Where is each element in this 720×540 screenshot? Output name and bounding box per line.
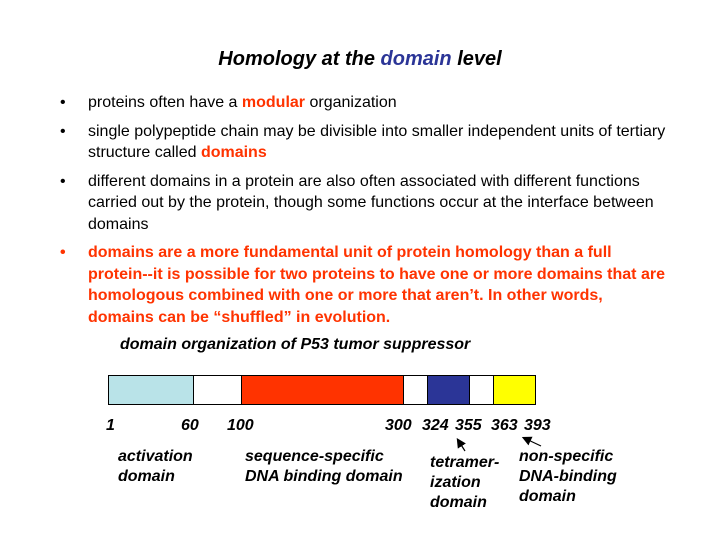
label-line: activation [118,448,193,465]
bullet-highlight: modular [241,94,306,111]
title-highlight: domain [380,48,452,70]
position-label: 363 [491,417,518,434]
bullet-text: single polypeptide chain may be divisible into smaller independent units of tertiary structure called [88,122,666,161]
position-label: 355 [455,417,482,434]
bullet-marker: • [60,244,66,261]
bullet-text: proteins often have a [88,94,242,111]
label-line: sequence-specific [245,448,384,465]
diagram-subtitle: domain organization of P53 tumor suppressor [120,336,471,353]
label-line: non-specific [519,448,614,465]
nonspecific-arrow [524,438,541,446]
position-label: 324 [422,417,449,434]
title-suffix: level [451,48,502,70]
bullet-highlight: domains [200,144,267,161]
label-line: ization [430,474,481,491]
label-line: tetramer- [430,454,500,471]
position-label: 1 [106,417,115,434]
bullet-marker: • [60,94,66,111]
title-prefix: Homology at the [218,48,381,70]
bullet-marker: • [60,122,66,140]
position-label: 100 [227,417,254,434]
position-label: 300 [385,417,412,434]
label-line: domain [118,468,175,485]
label-line: domain [519,488,576,505]
label-line: DNA binding domain [245,468,403,485]
tetramerization-arrow [458,440,465,451]
bullet-text: domains are a more fundamental unit of protein homology than a full protein--it is possible for two proteins to have one or more domains that are homologous combined with one or more that aren’t. In other words, domains can be “shuffled” in evolution. [88,244,665,326]
position-label: 393 [524,417,551,434]
position-label: 60 [181,417,199,434]
bullet-text: different domains in a protein are also often associated with different functions carried out by the protein, though some functions occur at the interface between domains [88,172,654,233]
bullet-text-tail: organization [305,94,397,111]
bullet-marker: • [60,172,66,190]
label-line: DNA-binding [519,468,617,485]
label-line: domain [430,494,487,511]
